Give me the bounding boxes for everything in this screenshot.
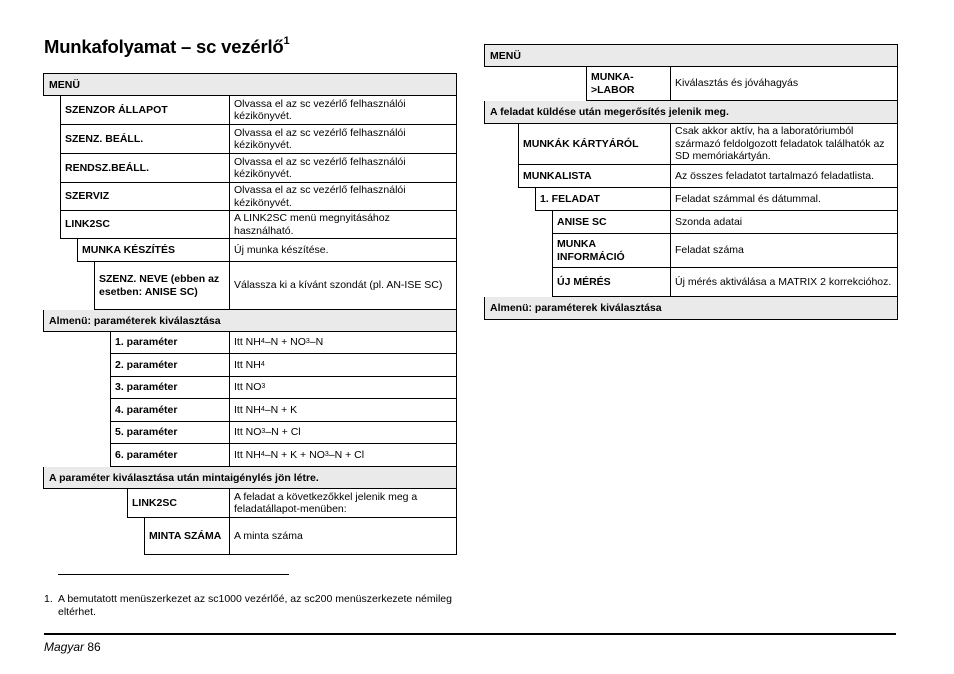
table-row [484, 67, 898, 101]
footer-language: Magyar [44, 640, 85, 654]
row-desc: Olvassa el az sc vezérlő felhasználói kézikönyvét. [229, 183, 457, 211]
footnote-number: 1. [44, 593, 53, 605]
menu-header-row [484, 44, 898, 67]
table-row [43, 518, 457, 555]
table-row [43, 354, 457, 377]
table-row [43, 154, 457, 183]
table-row [484, 165, 898, 188]
row-label: ÚJ MÉRÉS [552, 268, 670, 297]
row-label: MUNKA INFORMÁCIÓ [552, 234, 670, 268]
row-label: SZERVIZ [60, 183, 229, 211]
param-desc: Itt NH 4 –N + K + NO 3 –N + Cl [229, 444, 457, 467]
footer-divider [44, 633, 896, 635]
table-row [43, 489, 457, 518]
row-desc: Új munka készítése. [229, 239, 457, 262]
param-label: 5. paraméter [110, 422, 229, 444]
submenu-header: Almenü: paraméterek kiválasztása [43, 310, 457, 332]
table-row [43, 262, 457, 310]
row-desc: Olvassa el az sc vezérlő felhasználói kézikönyvét. [229, 125, 457, 154]
submenu-header: Almenü: paraméterek kiválasztása [484, 297, 898, 320]
right-menu-table [484, 44, 898, 320]
param-label: 3. paraméter [110, 377, 229, 399]
menu-header: MENÜ [43, 73, 457, 96]
row-desc: Válassza ki a kívánt szondát (pl. AN-ISE SC) [229, 262, 457, 310]
param-desc: Itt NO 3 –N + Cl [229, 422, 457, 444]
submenu-header-row [484, 297, 898, 320]
row-label: MUNKÁK KÁRTYÁRÓL [518, 124, 670, 165]
page-number: 86 [87, 640, 101, 654]
row-label: 1. FELADAT [535, 188, 670, 211]
param-desc: Itt NH 4 –N + K [229, 399, 457, 422]
row-desc: Csak akkor aktív, ha a laboratóriumból származó feldolgozott feladatok találhatók az SD memóriakártyán. [670, 124, 898, 165]
table-row [43, 422, 457, 444]
table-row [43, 96, 457, 125]
table-row [43, 211, 457, 239]
table-row [43, 332, 457, 354]
confirm-header-row [484, 101, 898, 124]
table-row [43, 183, 457, 211]
row-desc: Feladat számmal és dátummal. [670, 188, 898, 211]
table-row [43, 377, 457, 399]
param-label: 1. paraméter [110, 332, 229, 354]
sample-header: A paraméter kiválasztása után mintaigénylés jön létre. [43, 467, 457, 489]
row-desc: Új mérés aktiválása a MATRIX 2 korrekcióhoz. [670, 268, 898, 297]
row-desc: Olvassa el az sc vezérlő felhasználói kézikönyvét. [229, 96, 457, 125]
page-title: Munkafolyamat – sc vezérlő$^1$ [44, 34, 290, 57]
row-desc: Olvassa el az sc vezérlő felhasználói kézikönyvét. [229, 154, 457, 183]
row-label: MINTA SZÁMA [144, 518, 229, 555]
table-row [484, 211, 898, 234]
row-desc: Az összes feladatot tartalmazó feladatlista. [670, 165, 898, 188]
left-menu-table [43, 73, 457, 555]
row-desc: Szonda adatai [670, 211, 898, 234]
row-label: RENDSZ.BEÁLL. [60, 154, 229, 183]
footnote-divider [58, 574, 289, 575]
row-desc: Feladat száma [670, 234, 898, 268]
param-desc: Itt NH 4 [229, 354, 457, 377]
row-label: SZENZ. BEÁLL. [60, 125, 229, 154]
menu-header-row [43, 73, 457, 96]
table-row [484, 124, 898, 165]
table-row [484, 234, 898, 268]
row-label: SZENZOR ÁLLAPOT [60, 96, 229, 125]
page-footer [44, 640, 101, 654]
param-desc: Itt NO 3 [229, 377, 457, 399]
row-desc: A LINK2SC menü megnyitásához használható. [229, 211, 457, 239]
row-label: ANISE SC [552, 211, 670, 234]
menu-header: MENÜ [484, 44, 898, 67]
param-label: 4. paraméter [110, 399, 229, 422]
row-desc: A feladat a következőkkel jelenik meg a feladatállapot-menüben: [229, 489, 457, 518]
row-desc: A minta száma [229, 518, 457, 555]
row-label: MUNKA->LABOR [586, 67, 670, 101]
row-label: SZENZ. NEVE (ebben az esetben: ANISE SC) [94, 262, 229, 310]
submenu-header-row [43, 310, 457, 332]
footnote-text: A bemutatott menüszerkezet az sc1000 vezérlőé, az sc200 menüszerkezete némileg eltérhet. [58, 593, 452, 618]
table-row [43, 399, 457, 422]
row-label: LINK2SC [60, 211, 229, 239]
param-label: 6. paraméter [110, 444, 229, 467]
table-row [43, 444, 457, 467]
row-label: MUNKA KÉSZÍTÉS [77, 239, 229, 262]
confirm-header: A feladat küldése után megerősítés jelenik meg. [484, 101, 898, 124]
row-label: LINK2SC [127, 489, 229, 518]
row-label: MUNKALISTA [518, 165, 670, 188]
sample-header-row [43, 467, 457, 489]
table-row [484, 268, 898, 297]
table-row [484, 188, 898, 211]
table-row [43, 239, 457, 262]
table-row [43, 125, 457, 154]
param-desc: Itt NH 4 –N + NO 3 –N [229, 332, 457, 354]
param-label: 2. paraméter [110, 354, 229, 377]
row-desc: Kiválasztás és jóváhagyás [670, 67, 898, 101]
